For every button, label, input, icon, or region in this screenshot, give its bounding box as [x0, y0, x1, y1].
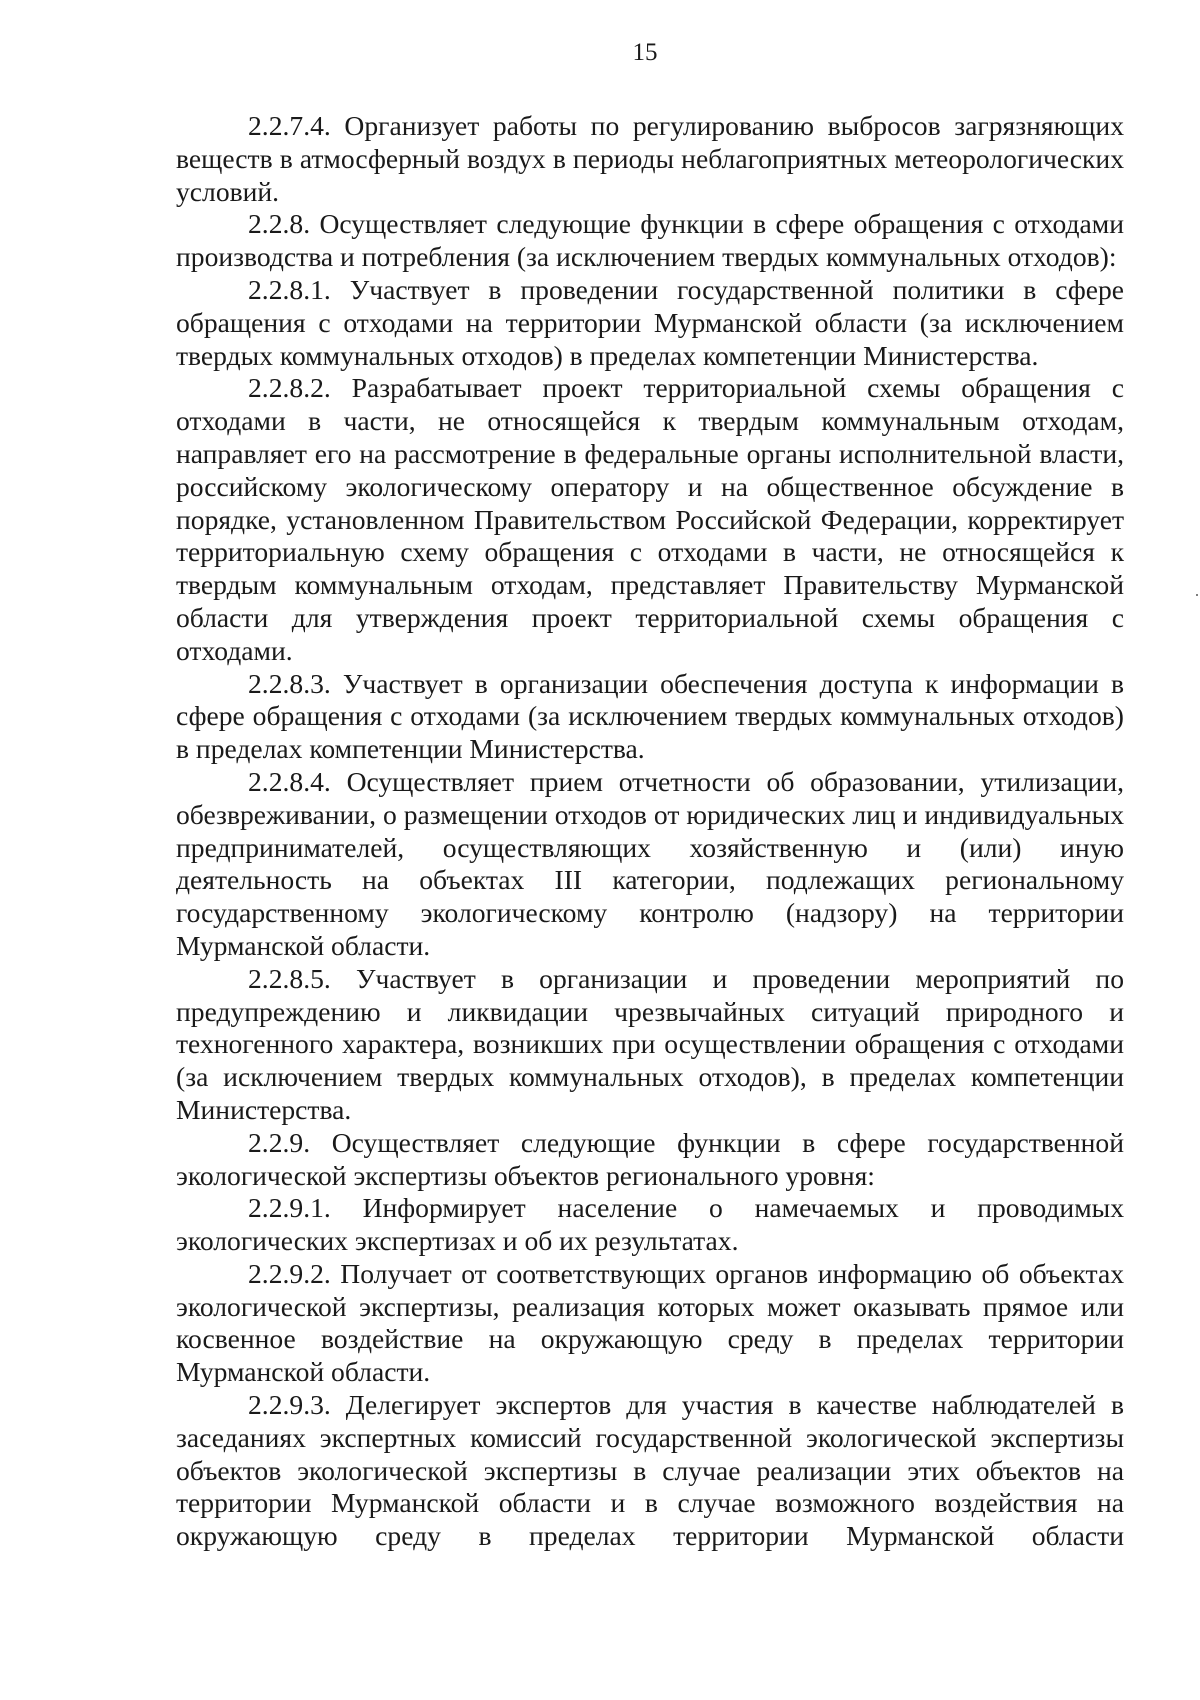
paragraph-2-2-9: 2.2.9. Осуществляет следующие функции в сфере государственной экологической экспертизы объектов регионального уровня: [176, 1126, 1124, 1191]
paragraph-2-2-8-1: 2.2.8.1. Участвует в проведении государственной политики в сфере обращения с отходами на территории Мурманской области (за исключением твердых коммунальных отходов) в пределах компетенции Министерства. [176, 273, 1124, 371]
paragraph-2-2-8-4: 2.2.8.4. Осуществляет прием отчетности об образовании, утилизации, обезвреживании, о размещении отходов от юридических лиц и индивидуальных предпринимателей, осуществляющих хозяйственную и (или) иную деятельность на объектах III категории, подлежащих региональному государственному экологическому контролю (надзору) на территории Мурманской области. [176, 765, 1124, 961]
paragraph-2-2-9-1: 2.2.9.1. Информирует население о намечаемых и проводимых экологических экспертизах и об их результатах. [176, 1192, 1124, 1257]
paragraph-2-2-8-3: 2.2.8.3. Участвует в организации обеспечения доступа к информации в сфере обращения с отходами (за исключением твердых коммунальных отходов) в пределах компетенции Министерства. [176, 667, 1124, 765]
paragraph-2-2-8: 2.2.8. Осуществляет следующие функции в сфере обращения с отходами производства и потребления (за исключением твердых коммунальных отходов): [176, 208, 1124, 273]
paragraph-2-2-7-4: 2.2.7.4. Организует работы по регулированию выбросов загрязняющих веществ в атмосферный воздух в периоды неблагоприятных метеорологических условий. [176, 110, 1124, 207]
scan-speck [1196, 594, 1198, 596]
paragraph-2-2-9-2: 2.2.9.2. Получает от соответствующих органов информацию об объектах экологической экспертизы, реализация которых может оказывать прямое или косвенное воздействие на окружающую среду в пределах территории Мурманской области. [176, 1257, 1124, 1388]
page-number: 15 [632, 39, 658, 66]
paragraph-2-2-8-5: 2.2.8.5. Участвует в организации и проведении мероприятий по предупреждению и ликвидации чрезвычайных ситуаций природного и техногенного характера, возникших при осуществлении обращения с отходами (за исключением твердых коммунальных отходов), в пределах компетенции Министерства. [176, 962, 1124, 1125]
paragraph-2-2-9-3: 2.2.9.3. Делегирует экспертов для участия в качестве наблюдателей в заседаниях экспертных комиссий государственной экологической экспертизы объектов экологической экспертизы в случае реализации этих объектов на территории Мурманской области и в случае возможного воздействия на окружающую среду в пределах территории Мурманской области [176, 1389, 1124, 1552]
document-body [176, 110, 1124, 1553]
paragraph-2-2-8-2: 2.2.8.2. Разрабатывает проект территориальной схемы обращения с отходами в части, не относящейся к твердым коммунальным отходам, направляет его на рассмотрение в федеральные органы исполнительной власти, российскому экологическому оператору и на общественное обсуждение в порядке, установленном Правительством Российской Федерации, корректирует территориальную схему обращения с отходами в части, не относящейся к твердым коммунальным отходам, представляет Правительству Мурманской области для утверждения проект территориальной схемы обращения с отходами. [176, 372, 1124, 666]
